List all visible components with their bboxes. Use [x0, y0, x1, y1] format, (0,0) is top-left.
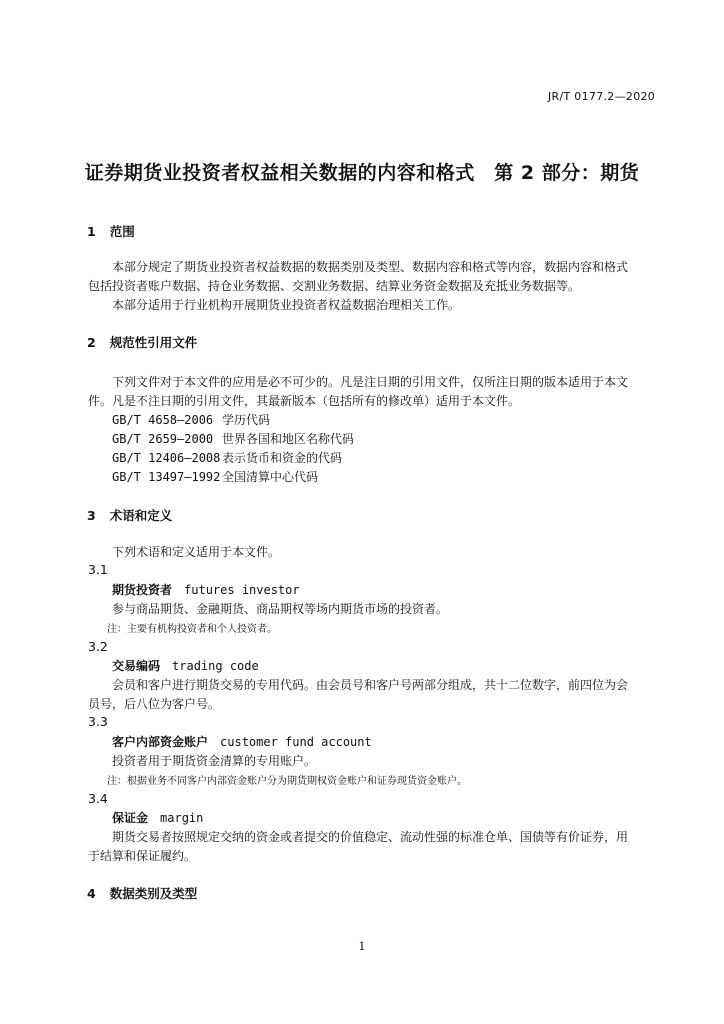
term-definition-line-2: 员号，后八位为客户号。	[88, 697, 221, 711]
term-number: 3.1	[88, 562, 108, 577]
term-number: 3.2	[88, 639, 108, 654]
term-definition-line-1: 会员和客户进行期货交易的专用代码。由会员号和客户号两部分组成，共十二位数字，前四位为会	[112, 678, 629, 692]
term-heading	[112, 581, 300, 598]
section-2-heading	[87, 333, 197, 351]
term-number: 3.3	[88, 714, 108, 729]
reference-code: GB/T 2659—2000	[112, 432, 214, 446]
section-2-paragraph-line-2: 件。凡是不注日期的引用文件，其最新版本（包括所有的修改单）适用于本文件。	[88, 394, 521, 408]
term-heading	[112, 657, 259, 674]
section-3-intro: 下列术语和定义适用于本文件。	[112, 545, 281, 559]
section-1-paragraph-1-line-2: 包括投资者账户数据、持仓业务数据、交割业务数据、结算业务资金数据及充抵业务数据等。	[88, 279, 581, 293]
normative-reference	[112, 449, 342, 466]
reference-name: 世界各国和地区名称代码	[222, 432, 355, 446]
term-note: 注：主要有机构投资者和个人投资者。	[107, 624, 277, 635]
section-number: 1	[87, 224, 96, 239]
normative-reference	[112, 468, 318, 485]
term-definition: 参与商品期货、金融期货、商品期权等场内期货市场的投资者。	[112, 602, 449, 616]
normative-reference	[112, 430, 354, 447]
reference-name: 表示货币和资金的代码	[222, 451, 343, 465]
section-title: 术语和定义	[109, 508, 173, 523]
normative-reference	[112, 411, 270, 428]
standard-code: JR/T 0177.2—2020	[548, 90, 656, 103]
term-definition-line-2: 于结算和保证履约。	[88, 849, 197, 863]
reference-code: GB/T 4658—2006	[112, 413, 214, 427]
term-chinese: 保证金	[112, 811, 149, 825]
reference-code: GB/T 13497—1992	[112, 470, 221, 484]
section-1-paragraph-2: 本部分适用于行业机构开展期货业投资者权益数据治理相关工作。	[112, 298, 461, 312]
term-english: margin	[160, 811, 204, 825]
section-1-paragraph-1-line-1: 本部分规定了期货业投资者权益数据的数据类别及类型、数据内容和格式等内容，数据内容和格式	[112, 260, 629, 274]
term-chinese: 客户内部资金账户	[112, 735, 209, 749]
term-chinese: 期货投资者	[112, 583, 173, 597]
term-number: 3.4	[88, 791, 108, 806]
section-title: 数据类别及类型	[109, 886, 198, 901]
term-heading	[112, 733, 372, 750]
section-3-heading	[87, 506, 172, 524]
term-english: customer fund account	[220, 735, 372, 749]
term-english: futures investor	[184, 583, 300, 597]
section-4-heading	[87, 884, 197, 902]
section-number: 2	[87, 335, 96, 350]
term-heading	[112, 809, 203, 826]
section-number: 4	[87, 886, 96, 901]
section-number: 3	[87, 508, 96, 523]
term-chinese: 交易编码	[112, 659, 161, 673]
section-title: 范围	[109, 224, 135, 239]
term-note: 注：根据业务不同客户内部资金账户分为期货期权资金账户和证券现货资金账户。	[107, 776, 467, 787]
section-title: 规范性引用文件	[109, 335, 198, 350]
document-title: 证券期货业投资者权益相关数据的内容和格式 第 2 部分：期货	[84, 162, 640, 184]
reference-name: 全国清算中心代码	[222, 470, 319, 484]
reference-code: GB/T 12406—2008	[112, 451, 221, 465]
section-2-paragraph-line-1: 下列文件对于本文件的应用是必不可少的。凡是注日期的引用文件，仅所注日期的版本适用于本文	[112, 375, 629, 389]
section-1-heading	[87, 222, 135, 240]
reference-name: 学历代码	[222, 413, 271, 427]
term-definition-line-1: 期货交易者按照规定交纳的资金或者提交的价值稳定、流动性强的标准仓单、国债等有价证券，用	[112, 830, 629, 844]
term-english: trading code	[172, 659, 259, 673]
page-number: 1	[358, 940, 366, 953]
term-definition: 投资者用于期货资金清算的专用账户。	[112, 754, 317, 768]
